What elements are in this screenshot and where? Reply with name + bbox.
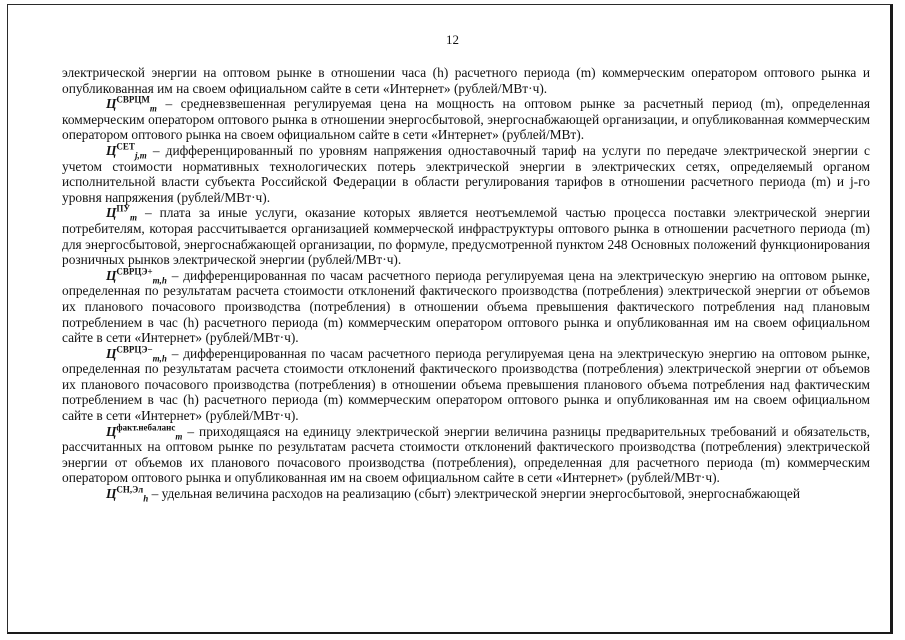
- definition-price-excess: [62, 268, 870, 346]
- formula-symbol: $Ц^{СН,Эл}_h$: [106, 484, 149, 504]
- definition-text: – дифференцированная по часам расчетного периода регулируемая цена на электрическую энергию на оптовом рынке, определенная по результатам расчета стоимости отклонений фактического производства (потребления) электрической энергии от объемов их планового почасового производства (потребления) в отношении объема превышения фактического потребления над плановым потреблением в час (h) расчетного периода (m) коммерческим оператором оптового рынка и опубликованная им на своем официальном сайте в сети «Интернет» (рублей/МВт·ч).: [62, 267, 870, 346]
- intro-paragraph: электрической энергии на оптовом рынке в отношении часа (h) расчетного периода (m) коммерческим оператором оптового рынка и опубликованная им на своем официальном сайте в сети «Интернет» (рублей/МВт·ч).: [62, 65, 870, 96]
- formula-symbol: $Ц^{СЕТ}_{j,m}$: [106, 141, 147, 161]
- formula-symbol: $Ц^{факт.небаланс}_m$: [106, 422, 183, 442]
- definition-imbalance: [62, 424, 870, 486]
- definition-other-services: [62, 205, 870, 267]
- formula-symbol: $Ц^{СВРЦЭ+}_{m,h}$: [106, 266, 167, 286]
- definition-text: – средневзвешенная регулируемая цена на мощность на оптовом рынке за расчетный период (m), определенная коммерческим оператором оптового рынка в отношении энергосбытовой, энергоснабжающей организации, и опубликованная коммерческим оператором оптового рынка на своем официальном сайте в сети «Интернет» (рублей/МВт).: [62, 96, 870, 143]
- definition-text: – дифференцированный по уровням напряжения одноставочный тариф на услуги по передаче электрической энергии с учетом стоимости нормативных технологических потерь электрической энергии в электрических сетях, определяемый органом исполнительной власти субъекта Российской Федерации в области регулирования тарифов в отношении расчетного периода (m) и j-го уровня напряжения (рублей/МВт·ч).: [62, 142, 870, 205]
- definition-price-capacity: [62, 96, 870, 143]
- definition-text: – дифференцированная по часам расчетного периода регулируемая цена на электрическую энергию на оптовом рынке, определенная по результатам расчета стоимости отклонений фактического производства (потребления) электрической энергии от объемов их планового почасового производства (потребления) в отношении объема превышения планового объема потребления над фактическим потреблением в час (h) расчетного периода (m) коммерческим оператором оптового рынка и опубликованная им на своем официальном сайте в сети «Интернет» (рублей/МВт·ч).: [62, 345, 870, 424]
- formula-symbol: $Ц^{ПУ}_m$: [106, 203, 138, 224]
- page-number: 12: [446, 32, 459, 47]
- definition-sales-costs: [62, 486, 870, 502]
- definition-text: – приходящаяся на единицу электрической энергии величина разницы предварительных требований и обязательств, рассчитанных на оптовом рынке по результатам расчета стоимости отклонений фактического производства (потребления) электрической энергии от объемов их планового почасового производства (потребления), определенная для расчетного периода (m) коммерческим оператором оптового рынка и опубликованная им на своем официальном сайте в сети «Интернет» (рублей/МВт·ч).: [62, 423, 870, 486]
- definition-text: – плата за иные услуги, оказание которых является неотъемлемой частью процесса поставки электрической энергии потребителям, которая рассчитывается организацией коммерческой инфраструктуры оптового рынка в отношении расчетного периода (m) для энергосбытовой, энергоснабжающей организации, по формуле, предусмотренной пунктом 248 Основных положений функционирования розничных рынков электрической энергии (рублей/МВт·ч).: [62, 205, 870, 268]
- definition-text: – удельная величина расходов на реализацию (сбыт) электрической энергии энергосбытовой, энергоснабжающей: [148, 486, 800, 502]
- document-body: [62, 65, 870, 502]
- definition-network-tariff: [62, 143, 870, 205]
- formula-symbol: $Ц^{СВРЦМ}_m$: [106, 94, 157, 114]
- definition-price-deficit: [62, 346, 870, 424]
- formula-symbol: $Ц^{СВРЦЭ-}_{m,h}$: [106, 344, 167, 364]
